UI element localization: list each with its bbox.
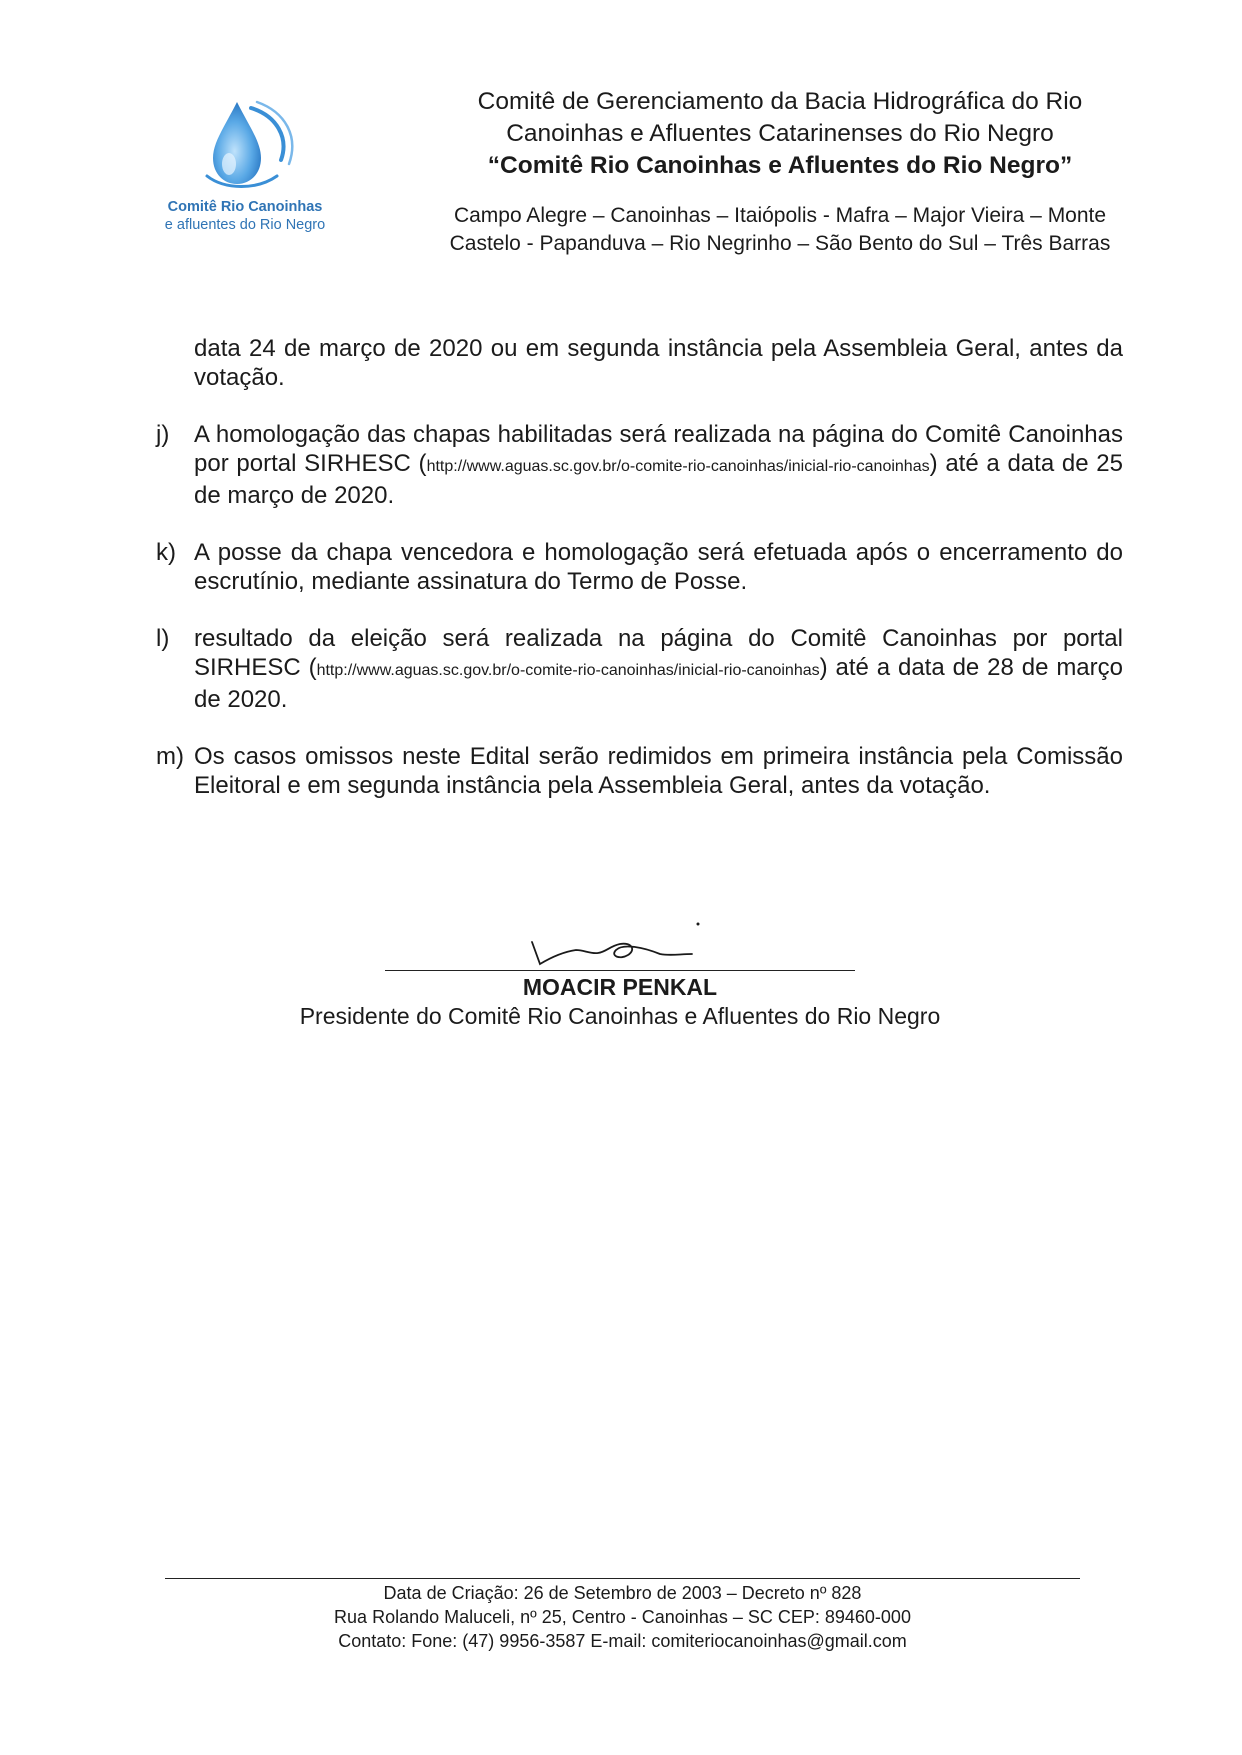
item-j xyxy=(156,420,1123,510)
handwritten-signature xyxy=(510,920,730,970)
item-j-text-end: ) até a data de 25 de março de 2020. xyxy=(194,450,1123,509)
logo-text-line1: Comitê Rio Canoinhas xyxy=(167,199,323,215)
logo-text-line2: e afluentes do Rio Negro xyxy=(164,217,326,233)
item-l-url[interactable]: http://www.aguas.sc.gov.br/o-comite-rio-canoinhas/inicial-rio-canoinhas xyxy=(316,662,820,679)
signature-line xyxy=(385,970,855,971)
item-l-text-end: ) até a data de 28 de março de 2020. xyxy=(194,654,1123,713)
signatory-name: MOACIR PENKAL xyxy=(522,974,718,1000)
letterhead xyxy=(400,86,1160,258)
header-title-line2: Canoinhas e Afluentes Catarinenses do Rio Negro xyxy=(506,120,1054,147)
page-footer xyxy=(165,1578,1080,1653)
footer-contact: Contato: Fone: (47) 9956-3587 E-mail: comiteriocanoinhas@gmail.com xyxy=(338,1631,907,1651)
item-k xyxy=(156,538,1123,596)
water-drop-icon xyxy=(185,92,305,192)
item-l-marker: l) xyxy=(156,625,170,652)
item-j-url[interactable]: http://www.aguas.sc.gov.br/o-comite-rio-canoinhas/inicial-rio-canoinhas xyxy=(426,458,930,475)
item-m-text: Os casos omissos neste Edital serão redimidos em primeira instância pela Comissão Eleitoral e em segunda instância pela Assembleia Geral, antes da votação. xyxy=(194,743,1123,799)
signature-block xyxy=(240,920,1000,1031)
item-j-text: A homologação das chapas habilitadas será realizada na página do Comitê Canoinhas por portal SIRHESC ( xyxy=(194,421,1123,477)
footer-creation-date: Data de Criação: 26 de Setembro de 2003 – Decreto nº 828 xyxy=(383,1583,862,1603)
intro-paragraph: data 24 de março de 2020 ou em segunda instância pela Assembleia Geral, antes da votação. xyxy=(194,335,1123,391)
header-title-line1: Comitê de Gerenciamento da Bacia Hidrográfica do Rio xyxy=(477,88,1083,115)
item-k-marker: k) xyxy=(156,539,176,566)
item-m-marker: m) xyxy=(156,743,184,770)
footer-divider xyxy=(165,1578,1080,1579)
item-l xyxy=(156,624,1123,714)
committee-logo xyxy=(150,92,340,262)
footer-address: Rua Rolando Maluceli, nº 25, Centro - Canoinhas – SC CEP: 89460-000 xyxy=(334,1607,911,1627)
item-k-text: A posse da chapa vencedora e homologação será efetuada após o encerramento do escrutínio, mediante assinatura do Termo de Posse. xyxy=(194,539,1123,595)
signatory-role: Presidente do Comitê Rio Canoinhas e Afluentes do Rio Negro xyxy=(299,1003,941,1029)
header-cities-line2: Castelo - Papanduva – Rio Negrinho – São Bento do Sul – Três Barras xyxy=(449,232,1111,255)
document-body xyxy=(156,334,1123,828)
header-committee-name: “Comitê Rio Canoinhas e Afluentes do Rio Negro” xyxy=(487,152,1073,179)
item-j-marker: j) xyxy=(156,421,170,448)
header-cities-line1: Campo Alegre – Canoinhas – Itaiópolis - Mafra – Major Vieira – Monte xyxy=(453,204,1107,227)
item-m xyxy=(156,742,1123,800)
item-l-text: resultado da eleição será realizada na página do Comitê Canoinhas por portal SIRHESC ( xyxy=(194,625,1123,681)
